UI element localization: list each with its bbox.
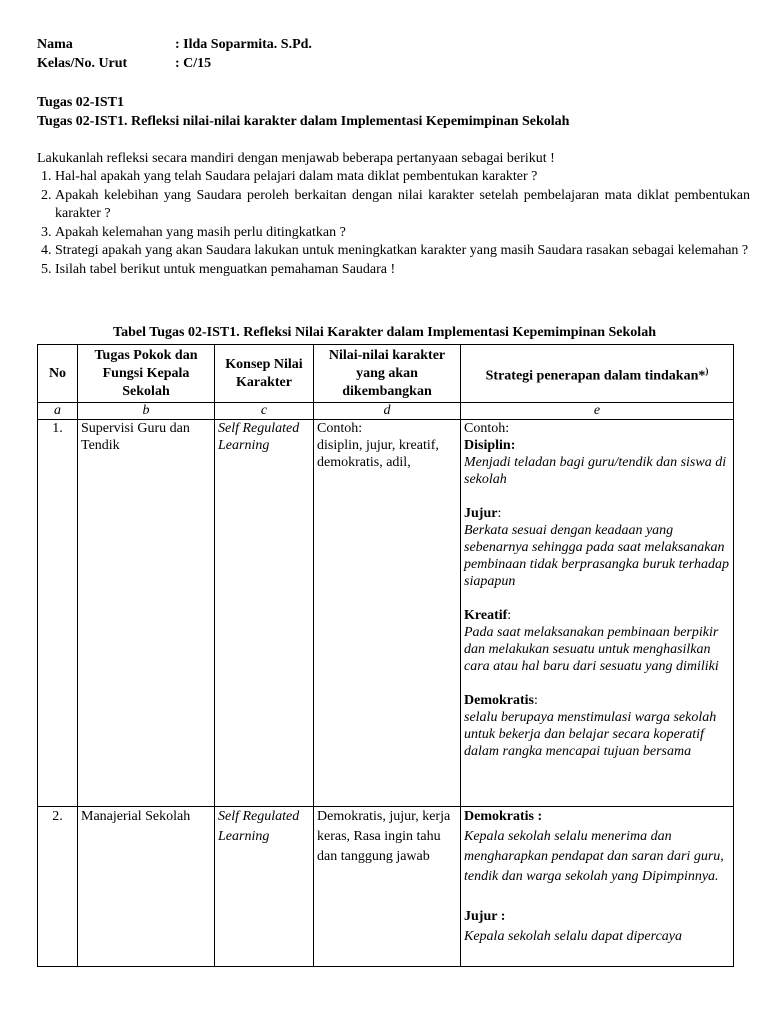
question-item: 1. Hal-hal apakah yang telah Saudara pelajari dalam mata diklat pembentukan karakter ?	[55, 168, 750, 187]
row-number: 2.	[38, 807, 78, 967]
header-nilai: Nilai-nilai karakter yang akan dikembangkan	[314, 345, 461, 403]
header-tugas: Tugas Pokok dan Fungsi Kepala Sekolah	[78, 345, 215, 403]
column-letter-row	[38, 403, 734, 420]
row-strategi	[461, 807, 734, 967]
reflection-table	[37, 344, 734, 967]
nilai-label: Contoh:	[317, 421, 363, 436]
strategy-text: Kepala sekolah selalu menerima dan mengharapkan pendapat dan saran dari guru, tendik dan warga sekolah yang Dipimpinnya.	[464, 829, 724, 884]
header-strategi-sup: )	[705, 365, 709, 376]
name-label: Nama	[37, 37, 73, 52]
row-tugas: Manajerial Sekolah	[78, 807, 215, 967]
letter-d: d	[314, 403, 461, 420]
header-no: No	[38, 345, 78, 403]
strategy-text: Menjadi teladan bagi guru/tendik dan siswa di sekolah	[464, 455, 727, 487]
letter-b: b	[78, 403, 215, 420]
strategy-head-line	[464, 505, 730, 522]
question-list	[37, 168, 750, 280]
row-konsep: Self Regulated Learning	[215, 420, 314, 807]
nilai-values: disiplin, jujur, kreatif, demokratis, adil,	[317, 438, 439, 470]
strategy-head-line	[464, 692, 730, 709]
question-item: 2. Apakah kelebihan yang Saudara peroleh berkaitan dengan nilai karakter setelah pembelajaran mata diklat pembentukan karakter ?	[55, 187, 750, 224]
table-row	[38, 807, 734, 967]
question-item: 3. Apakah kelemahan yang masih perlu ditingkatkan ?	[55, 224, 750, 243]
question-item: 5. Isilah tabel berikut untuk menguatkan pemahaman Saudara !	[55, 261, 750, 280]
strategy-head: Kreatif	[464, 608, 508, 623]
strategy-head: Demokratis :	[464, 809, 543, 824]
strategy-head: Jujur	[464, 506, 498, 521]
letter-a: a	[38, 403, 78, 420]
header-strategi	[461, 345, 734, 403]
name-line	[37, 36, 312, 54]
row-tugas: Supervisi Guru dan Tendik	[78, 420, 215, 807]
strategy-sep: :	[507, 608, 512, 623]
strategy-head: Jujur :	[464, 909, 506, 924]
task-code: Tugas 02-IST1	[37, 95, 125, 110]
name-value: : Ilda Soparmita. S.Pd.	[175, 37, 312, 52]
table-header-row	[38, 345, 734, 403]
row-strategi	[461, 420, 734, 807]
strategy-sep: :	[497, 506, 502, 521]
header-strategi-text: Strategi penerapan dalam tindakan*	[485, 368, 706, 384]
question-item: 4. Strategi apakah yang akan Saudara lakukan untuk meningkatkan karakter yang masih Saudara rasakan sebagai kelemahan ?	[55, 242, 750, 261]
strategy-head-line	[464, 607, 730, 624]
task-title: Tugas 02-IST1. Refleksi nilai-nilai karakter dalam Implementasi Kepemimpinan Sekolah	[37, 114, 570, 129]
row-konsep: Self Regulated Learning	[215, 807, 314, 967]
strategy-text: Berkata sesuai dengan keadaan yang sebenarnya sehingga pada saat melaksanakan pembinaan tidak berprasangka buruk terhadap siapapun	[464, 523, 729, 589]
class-label: Kelas/No. Urut	[37, 56, 128, 71]
class-value: : C/15	[175, 56, 212, 71]
strategy-text: Pada saat melaksanakan pembinaan berpikir dan melakukan sesuatu untuk menghasilkan cara atau hal baru dari sesuatu yang dimiliki	[464, 625, 719, 674]
row-nilai: Demokratis, jujur, kerja keras, Rasa ingin tahu dan tanggung jawab	[314, 807, 461, 967]
class-line	[37, 55, 211, 73]
row-nilai	[314, 420, 461, 807]
intro-text: Lakukanlah refleksi secara mandiri dengan menjawab beberapa pertanyaan sebagai berikut !	[37, 151, 555, 166]
letter-c: c	[215, 403, 314, 420]
header-konsep: Konsep Nilai Karakter	[215, 345, 314, 403]
strategi-label: Contoh:	[464, 421, 510, 436]
table-caption: Tabel Tugas 02-IST1. Refleksi Nilai Karakter dalam Implementasi Kepemimpinan Sekolah	[113, 325, 656, 340]
table-row	[38, 420, 734, 807]
strategy-sep: :	[534, 693, 538, 708]
row-number: 1.	[38, 420, 78, 807]
strategy-head: Disiplin:	[464, 438, 516, 453]
strategy-text: Kepala sekolah selalu dapat dipercaya	[464, 929, 682, 944]
letter-e: e	[461, 403, 734, 420]
strategy-text: selalu berupaya menstimulasi warga sekolah untuk bekerja dan belajar secara koperatif dalam rangka mencapai tujuan bersama	[464, 710, 717, 759]
strategy-head: Demokratis	[464, 693, 534, 708]
